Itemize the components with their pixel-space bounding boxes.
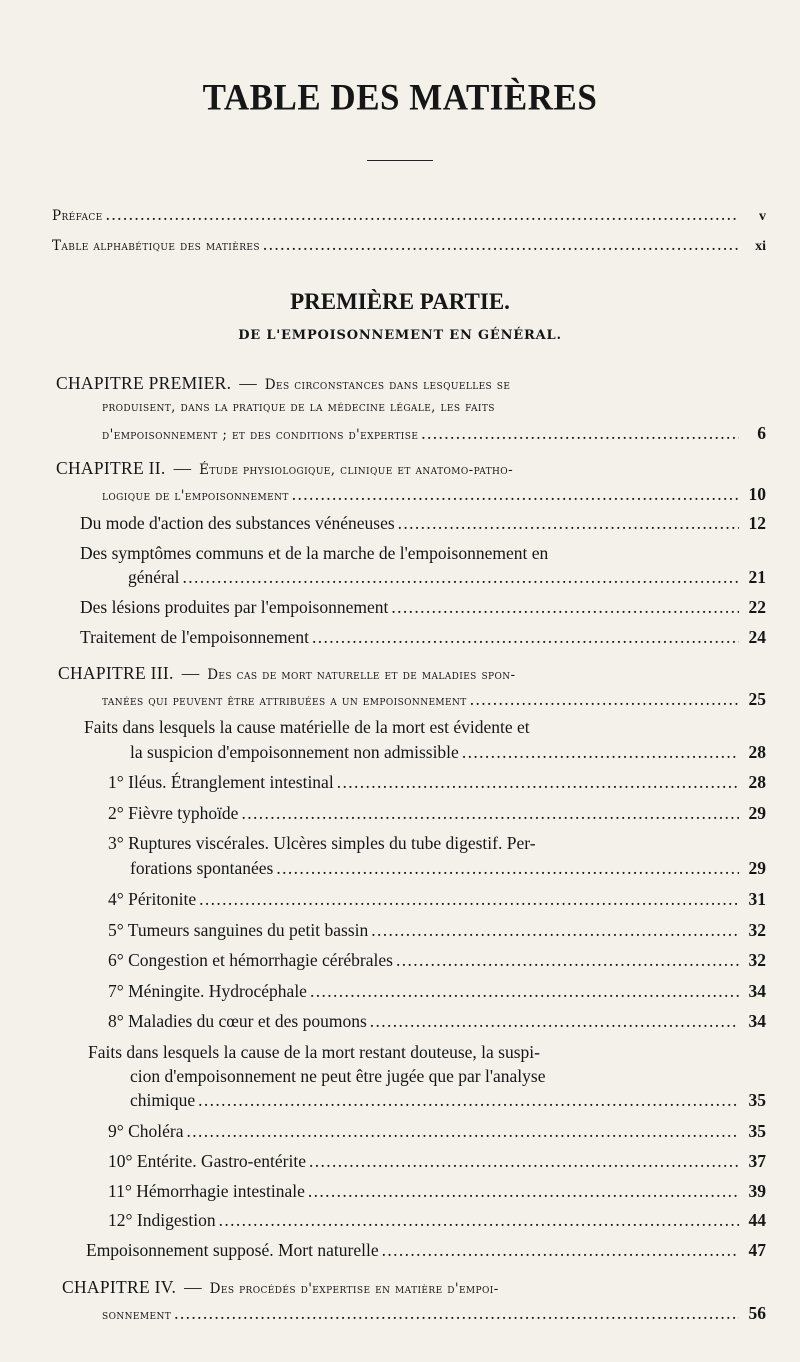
toc-entry-alphabetical-table[interactable] [52,236,766,254]
leader-dots [309,1153,739,1171]
toc-entry-label: Faits dans lesquels la cause matérielle de la mort est évidente et [84,717,530,737]
chapter-title-line: sonnement [102,1307,172,1323]
chapter-title-line: produisent, dans la pratique de la médecine légale, les faits [102,399,495,415]
toc-entry-symptomes-line1[interactable] [80,545,548,563]
leader-dots [310,983,739,1001]
toc-entry-page: 35 [748,1090,766,1110]
leader-dots [183,569,740,587]
part-subtitle: DE L'EMPOISONNEMENT EN GÉNÉRAL. [238,328,562,343]
toc-entry-label: cion d'empoisonnement ne peut être jugée que par l'analyse [130,1066,546,1086]
toc-item-peritonite[interactable] [108,891,766,909]
leader-dots [391,599,739,617]
leader-dots [106,206,739,224]
toc-entry-page: 24 [748,627,766,647]
leader-dots [421,425,739,443]
toc-entry-label: général [128,567,180,587]
leader-dots [263,236,739,254]
toc-entry-page: 29 [748,803,766,823]
toc-group-douteuse-line1[interactable] [88,1044,540,1062]
toc-entry-label: 4° Péritonite [108,889,197,909]
toc-entry-page: 12 [748,513,766,533]
toc-entry-page: 31 [748,889,766,909]
leader-dots [198,1092,739,1110]
toc-entry-page: xi [755,239,766,254]
toc-entry-label: la suspicion d'empoisonnement non admissible [130,742,459,762]
leader-dots [187,1123,739,1141]
toc-item-cholera[interactable] [108,1123,766,1141]
chapter-dash: — [184,1277,202,1297]
leader-dots [396,952,739,970]
leader-dots [337,774,739,792]
leader-dots [312,629,739,647]
leader-dots [276,860,739,878]
toc-item-fievre[interactable] [108,805,766,823]
title-rule [367,160,433,161]
toc-entry-page: 32 [748,920,766,940]
chapter-title-line: Des cas de mort naturelle et de maladies spon- [207,667,516,683]
chapter-4-last-line[interactable] [102,1305,766,1323]
toc-entry-page: 37 [748,1151,766,1171]
toc-entry-page: 29 [748,858,766,878]
chapter-1-continuation [102,401,495,415]
toc-entry-page: 22 [748,597,766,617]
toc-entry-label: 1° Iléus. Étranglement intestinal [108,772,334,792]
leader-dots [370,1013,739,1031]
leader-dots [241,805,739,823]
toc-entry-symptomes-line2[interactable] [128,569,766,587]
leader-dots [371,922,739,940]
toc-entry-lesions[interactable] [80,599,766,617]
chapter-label: CHAPITRE PREMIER. [56,373,232,393]
toc-entry-preface[interactable] [52,206,766,224]
leader-dots [219,1212,739,1230]
leader-dots [398,515,739,533]
toc-group-evidente-line1[interactable] [84,719,530,737]
toc-group-douteuse-line3[interactable] [130,1092,766,1110]
chapter-page: 10 [748,484,766,504]
part-title: PREMIÈRE PARTIE. [290,289,510,314]
toc-entry-label: 8° Maladies du cœur et des poumons [108,1011,367,1031]
toc-entry-label: Des symptômes communs et de la marche de l'empoisonnement en [80,543,549,563]
toc-item-meningite[interactable] [108,983,766,1001]
toc-entry-label: forations spontanées [130,858,274,878]
chapter-title-line: tanées qui peuvent être attribuées a un empoisonnement [102,693,467,709]
toc-group-douteuse-line2[interactable] [130,1068,545,1086]
leader-dots [174,1305,739,1323]
toc-item-ruptures-line2[interactable] [130,860,766,878]
toc-entry-page: 34 [748,1011,766,1031]
toc-entry-label: Des lésions produites par l'empoisonnement [80,597,389,617]
toc-entry-label: 7° Méningite. Hydrocéphale [108,981,307,1001]
toc-group-suppose[interactable] [86,1242,766,1260]
toc-entry-label: 6° Congestion et hémorrhagie cérébrales [108,950,393,970]
toc-entry-page: 35 [748,1121,766,1141]
toc-entry-label: 9° Choléra [108,1121,184,1141]
chapter-title-line: d'empoisonnement ; et des conditions d'expertise [102,427,419,443]
toc-entry-page: 47 [748,1240,766,1260]
chapter-page: 56 [748,1303,766,1323]
toc-entry-label: 12° Indigestion [108,1210,216,1230]
chapter-4-heading[interactable] [62,1279,499,1297]
toc-entry-label: Empoisonnement supposé. Mort naturelle [86,1240,379,1260]
toc-item-hemorrhagie[interactable] [108,1183,766,1201]
toc-entry-label: 11° Hémorrhagie intestinale [108,1181,305,1201]
toc-entry-label: Préface [52,208,103,224]
toc-entry-mode-action[interactable] [80,515,766,533]
toc-item-enterite[interactable] [108,1153,766,1171]
toc-item-tumeurs[interactable] [108,922,766,940]
toc-entry-page: 28 [748,772,766,792]
toc-entry-page: 39 [748,1181,766,1201]
leader-dots [382,1242,739,1260]
toc-item-coeur[interactable] [108,1013,766,1031]
chapter-2-heading[interactable] [56,460,513,478]
toc-item-ruptures-line1[interactable] [108,835,536,853]
chapter-title-line: Des circonstances dans lesquelles se [264,377,511,393]
toc-entry-label: 10° Entérite. Gastro-entérite [108,1151,306,1171]
chapter-title-line: Étude physiologique, clinique et anatomo-patho- [199,462,514,478]
chapter-1-last-line[interactable] [102,425,766,443]
toc-item-ileus[interactable] [108,774,766,792]
toc-group-evidente-line2[interactable] [130,744,766,762]
toc-entry-label: Table alphabétique des matières [52,238,260,254]
page-title: TABLE DES MATIÈRES [202,77,598,118]
leader-dots [462,744,739,762]
chapter-title-line: Des procédés d'expertise en matière d'empoi- [209,1281,499,1297]
chapter-title-line: logique de l'empoisonnement [102,488,289,504]
toc-entry-page: 21 [748,567,766,587]
toc-entry-page: 32 [748,950,766,970]
chapter-3-heading[interactable] [58,665,515,683]
chapter-label: CHAPITRE III. [58,663,174,683]
chapter-page: 6 [757,423,766,443]
toc-entry-page: 44 [748,1210,766,1230]
toc-item-indigestion[interactable] [108,1212,766,1230]
leader-dots [470,691,739,709]
toc-entry-label: 2° Fièvre typhoïde [108,803,239,823]
toc-entry-page: 28 [748,742,766,762]
chapter-dash: — [181,663,200,683]
toc-entry-label: Traitement de l'empoisonnement [80,627,309,647]
toc-entry-traitement[interactable] [80,629,766,647]
leader-dots [199,891,739,909]
chapter-2-last-line[interactable] [102,486,766,504]
toc-entry-page: 34 [748,981,766,1001]
leader-dots [308,1183,739,1201]
chapter-dash: — [173,458,192,478]
leader-dots [292,486,739,504]
toc-entry-label: 5° Tumeurs sanguines du petit bassin [108,920,369,940]
toc-entry-label: Faits dans lesquels la cause de la mort restant douteuse, la suspi- [88,1042,540,1062]
toc-entry-label: Du mode d'action des substances vénéneuses [80,513,395,533]
toc-entry-label: 3° Ruptures viscérales. Ulcères simples du tube digestif. Per- [108,833,536,853]
chapter-3-last-line[interactable] [102,691,766,709]
chapter-label: CHAPITRE IV. [62,1277,177,1297]
chapter-label: CHAPITRE II. [56,458,166,478]
chapter-dash: — [239,373,257,393]
chapter-1-heading[interactable] [56,375,510,393]
toc-item-congestion[interactable] [108,952,766,970]
toc-entry-label: chimique [130,1090,196,1110]
toc-entry-page: v [759,209,766,224]
chapter-page: 25 [748,689,766,709]
